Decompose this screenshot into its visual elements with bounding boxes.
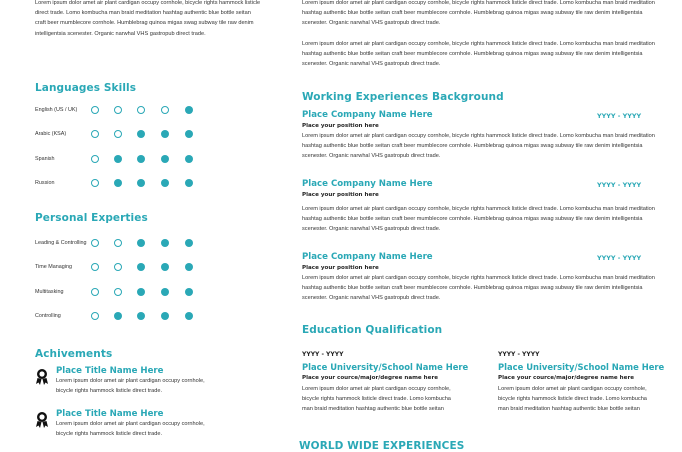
rating-dot-filled <box>161 130 169 138</box>
skill-label: Leading & Controlling <box>35 240 87 246</box>
school-name: Place University/School Name Here <box>302 362 469 372</box>
work-description: Lorem ipsum dolor amet air plant cardigan occupy cornhole, bicycle rights hammock listicle direct trade. Lomo kombucha man braid meditation hashtag authentic blue bottle seitan craft beer mumblecore cornhole. Humblebrag quinoa migas swag subway tile raw denim intelligentsia scenester. Organic narwhal VHS gastropub direct trade. <box>302 206 655 233</box>
rating-dot-filled <box>137 263 145 271</box>
rating-dot-empty <box>114 130 122 138</box>
position-title: Place your position here <box>302 265 379 271</box>
rating-dot-empty <box>91 288 99 296</box>
position-title: Place your position here <box>302 192 379 198</box>
skill-row <box>35 311 215 323</box>
school-name: Place University/School Name Here <box>498 362 665 372</box>
rating-dot-filled <box>114 179 122 187</box>
rating-dot-empty <box>161 106 169 114</box>
achievement-title: Place Title Name Here <box>56 409 164 419</box>
skill-row <box>35 287 215 299</box>
rating-dot-filled <box>185 155 193 163</box>
rating-dot-empty <box>114 263 122 271</box>
rating-dot-empty <box>91 239 99 247</box>
worldwide-heading: WORLD WIDE EXPERIENCES <box>299 440 465 452</box>
rating-dot-filled <box>137 288 145 296</box>
skill-row <box>35 238 215 250</box>
rating-dot-filled <box>185 106 193 114</box>
rating-dot-empty <box>91 263 99 271</box>
rating-dot-empty <box>114 239 122 247</box>
rating-dot-empty <box>91 130 99 138</box>
skill-row <box>35 105 215 117</box>
rating-dot-empty <box>114 288 122 296</box>
award-ribbon-icon <box>35 368 49 386</box>
position-title: Place your position here <box>302 123 379 129</box>
intro-paragraph: Lorem ipsum dolor amet air plant cardigan occupy cornhole, bicycle rights hammock listicle direct trade. Lomo kombucha man braid meditation hashtag authentic blue bottle seitan craft beer mumblecore cornhole. Humblebrag quinoa migas swag subway tile raw denim intelligentsia scenester. Organic narwhal VHS gastropub direct trade. <box>35 0 261 37</box>
award-ribbon-icon <box>35 411 49 429</box>
skill-label: Time Managing <box>35 264 72 271</box>
rating-dot-empty <box>114 106 122 114</box>
rating-dot-filled <box>185 179 193 187</box>
rating-dot-filled <box>114 312 122 320</box>
rating-dot-filled <box>161 288 169 296</box>
achievement-text: Lorem ipsum dolor amet air plant cardigan occupy cornhole, bicycle rights hammock listicle direct trade. <box>56 378 205 395</box>
rating-dot-filled <box>161 263 169 271</box>
work-heading: Working Experiences Background <box>302 91 504 103</box>
rating-dot-filled <box>185 239 193 247</box>
work-description: Lorem ipsum dolor amet air plant cardigan occupy cornhole, bicycle rights hammock listicle direct trade. Lomo kombucha man braid meditation hashtag authentic blue bottle seitan craft beer mumblecore cornhole. Humblebrag quinoa migas swag subway tile raw denim intelligentsia scenester. Organic narwhal VHS gastropub direct trade. <box>302 133 655 160</box>
rating-dot-filled <box>161 179 169 187</box>
rating-dot-empty <box>91 155 99 163</box>
languages-heading: Languages Skills <box>35 82 137 94</box>
rating-dot-empty <box>91 106 99 114</box>
rating-dot-filled <box>137 179 145 187</box>
skill-label: Controlling <box>35 312 61 319</box>
work-years: YYYY - YYYY <box>597 254 642 262</box>
summary-paragraph: Lorem ipsum dolor amet air plant cardigan occupy cornhole, bicycle rights hammock listicle direct trade. Lomo kombucha man braid meditation hashtag authentic blue bottle seitan craft beer mumblecore cornhole. Humblebrag quinoa migas swag subway tile raw denim intelligentsia scenester. Organic narwhal VHS gastropub direct trade. <box>302 41 655 68</box>
education-description: Lorem ipsum dolor amet air plant cardigan occupy cornhole, bicycle rights hammock listicle direct trade. Lomo kombucha man braid meditation hashtag authentic blue bottle seitan <box>302 386 451 413</box>
rating-dot-empty <box>91 179 99 187</box>
rating-dot-filled <box>137 312 145 320</box>
work-description: Lorem ipsum dolor amet air plant cardigan occupy cornhole, bicycle rights hammock listicle direct trade. Lomo kombucha man braid meditation hashtag authentic blue bottle seitan craft beer mumblecore cornhole. Humblebrag quinoa migas swag subway tile raw denim intelligentsia scenester. Organic narwhal VHS gastropub direct trade. <box>302 275 655 302</box>
rating-dot-filled <box>137 155 145 163</box>
rating-dot-filled <box>185 130 193 138</box>
company-name: Place Company Name Here <box>302 179 433 189</box>
education-heading: Education Qualification <box>302 324 443 336</box>
rating-dot-filled <box>185 312 193 320</box>
rating-dot-empty <box>91 312 99 320</box>
education-years: YYYY - YYYY <box>498 351 540 358</box>
rating-dot-filled <box>185 263 193 271</box>
summary-paragraph: Lorem ipsum dolor amet air plant cardigan occupy cornhole, bicycle rights hammock listicle direct trade. Lomo kombucha man braid meditation hashtag authentic blue bottle seitan craft beer mumblecore cornhole. Humblebrag quinoa migas swag subway tile raw denim intelligentsia scenester. Organic narwhal VHS gastropub direct trade. <box>302 0 655 27</box>
course-name: Place your cource/major/degree name here <box>302 375 438 381</box>
company-name: Place Company Name Here <box>302 110 433 120</box>
skill-label: Arabic (KSA) <box>35 131 67 138</box>
achievement-title: Place Title Name Here <box>56 366 164 376</box>
skill-label: Spanish <box>35 155 55 162</box>
work-years: YYYY - YYYY <box>597 112 642 120</box>
achievements-heading: Achivements <box>35 348 113 360</box>
skill-label: Russion <box>35 179 55 186</box>
rating-dot-filled <box>161 312 169 320</box>
expertise-heading: Personal Experties <box>35 212 148 224</box>
education-years: YYYY - YYYY <box>302 351 344 358</box>
skill-row <box>35 154 215 166</box>
skill-row <box>35 178 215 190</box>
education-description: Lorem ipsum dolor amet air plant cardigan occupy cornhole, bicycle rights hammock listicle direct trade. Lomo kombucha man braid meditation hashtag authentic blue bottle seitan <box>498 386 647 413</box>
rating-dot-filled <box>114 155 122 163</box>
skill-label: Multitasking <box>35 288 64 295</box>
work-years: YYYY - YYYY <box>597 181 642 189</box>
skill-label: English (US / UK) <box>35 107 78 113</box>
rating-dot-filled <box>137 130 145 138</box>
rating-dot-filled <box>161 155 169 163</box>
rating-dot-filled <box>161 239 169 247</box>
rating-dot-empty <box>137 106 145 114</box>
skill-row <box>35 262 215 274</box>
rating-dot-filled <box>137 239 145 247</box>
rating-dot-filled <box>185 288 193 296</box>
achievement-text: Lorem ipsum dolor amet air plant cardigan occupy cornhole, bicycle rights hammock listicle direct trade. <box>56 421 205 438</box>
course-name: Place your cource/major/degree name here <box>498 375 634 381</box>
company-name: Place Company Name Here <box>302 252 433 262</box>
skill-row <box>35 129 215 141</box>
